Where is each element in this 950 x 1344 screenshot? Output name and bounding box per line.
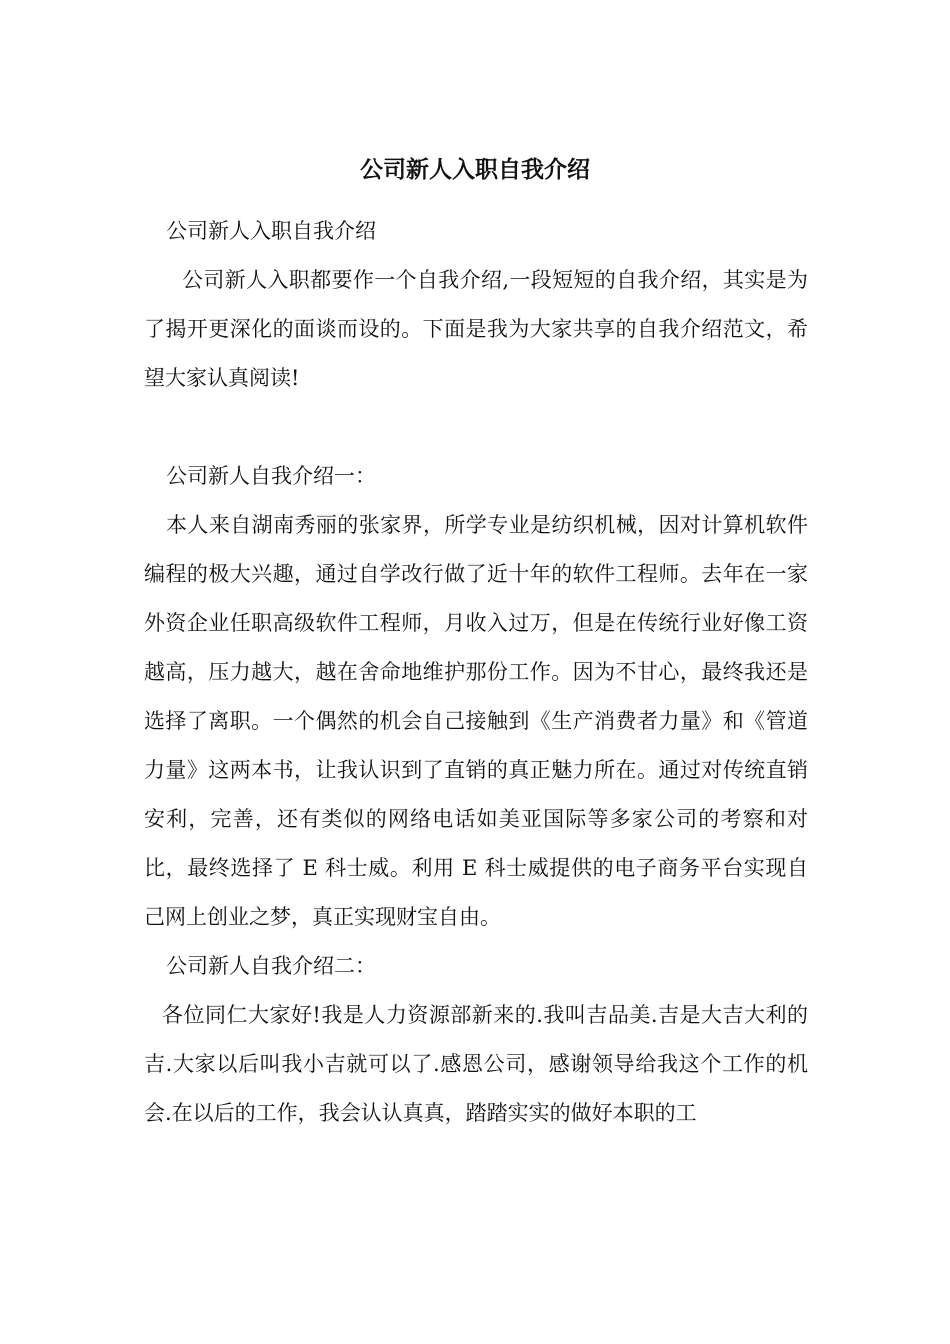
paragraph-gap	[144, 403, 808, 452]
subtitle-paragraph: 公司新人入职自我介绍	[166, 219, 376, 243]
section-heading-one: 公司新人自我介绍一：	[166, 464, 376, 488]
section-heading-two: 公司新人自我介绍二：	[166, 954, 376, 978]
intro-paragraph: 公司新人入职都要作一个自我介绍,一段短短的自我介绍，其实是为了揭开更深化的面谈而设的。下面是我为大家共享的自我介绍范文，希望大家认真阅读!	[144, 268, 808, 390]
document-body	[144, 207, 808, 1138]
section-two-paragraph: 各位同仁大家好!我是人力资源部新来的.我叫吉品美.吉是大吉大利的吉.大家以后叫我小吉就可以了.感恩公司，感谢领导给我这个工作的机会.在以后的工作，我会认认真真，踏踏实实的做好本职的工	[144, 1003, 808, 1125]
section-one-paragraph: 本人来自湖南秀丽的张家界，所学专业是纺织机械，因对计算机软件编程的极大兴趣，通过自学改行做了近十年的软件工程师。去年在一家外资企业任职高级软件工程师，月收入过万，但是在传统行业好像工资越高，压力越大，越在舍命地维护那份工作。因为不甘心，最终我还是选择了离职。一个偶然的机会自己接触到《生产消费者力量》和《管道力量》这两本书，让我认识到了直销的真正魅力所在。通过对传统直销安利，完善，还有类似的网络电话如美亚国际等多家公司的考察和对比，最终选择了 E 科士威。利用 E 科士威提供的电子商务平台实现自己网上创业之梦，真正实现财宝自由。	[144, 513, 808, 929]
document-title: 公司新人入职自我介绍	[360, 156, 590, 183]
